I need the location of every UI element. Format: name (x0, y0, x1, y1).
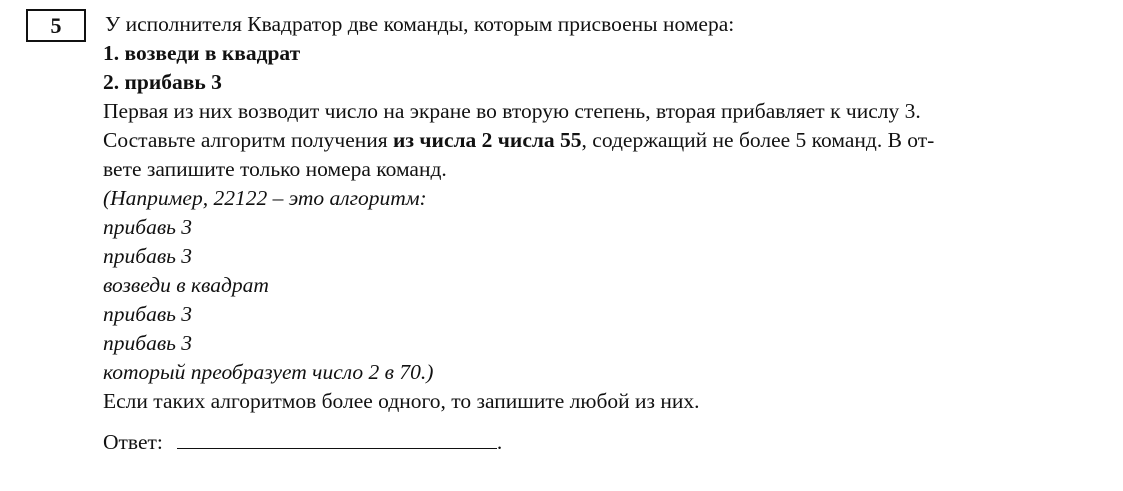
task-intro: У исполнителя Квадратор две команды, которым присвоены номера: (105, 12, 735, 36)
example-line-4: возведи в квадрат (103, 273, 269, 297)
task-note: Если таких алгоритмов более одного, то запишите любой из них. (103, 389, 700, 413)
example-line-1: (Например, 22122 – это алгоритм: (103, 186, 427, 210)
task-content (103, 10, 1103, 416)
example-line-7: который преобразует число 2 в 70.) (103, 360, 434, 384)
example-line-3: прибавь 3 (103, 244, 193, 268)
example-line-6: прибавь 3 (103, 331, 193, 355)
description-line-1: Первая из них возводит число на экране во вторую степень, вторая прибавляет к числу 3. (103, 99, 921, 123)
answer-field[interactable] (177, 428, 497, 449)
description-line-2 (103, 126, 1103, 155)
command-2: 2. прибавь 3 (103, 70, 222, 94)
example-line-2: прибавь 3 (103, 215, 193, 239)
answer-row (103, 428, 502, 457)
answer-end: . (496, 430, 503, 454)
example-line-5: прибавь 3 (103, 302, 193, 326)
task-number-box (26, 9, 86, 42)
command-1: 1. возведи в квадрат (103, 41, 301, 65)
description-line-2-prefix: Составьте алгоритм получения (103, 128, 394, 152)
description-line-2-suffix: , содержащий не более 5 команд. В от- (581, 128, 935, 152)
task-number: 5 (50, 12, 62, 38)
description-line-2-bold: из числа 2 числа 55 (393, 128, 582, 152)
description-line-3: вете запишите только номера команд. (103, 157, 447, 181)
answer-label: Ответ: (103, 430, 163, 454)
